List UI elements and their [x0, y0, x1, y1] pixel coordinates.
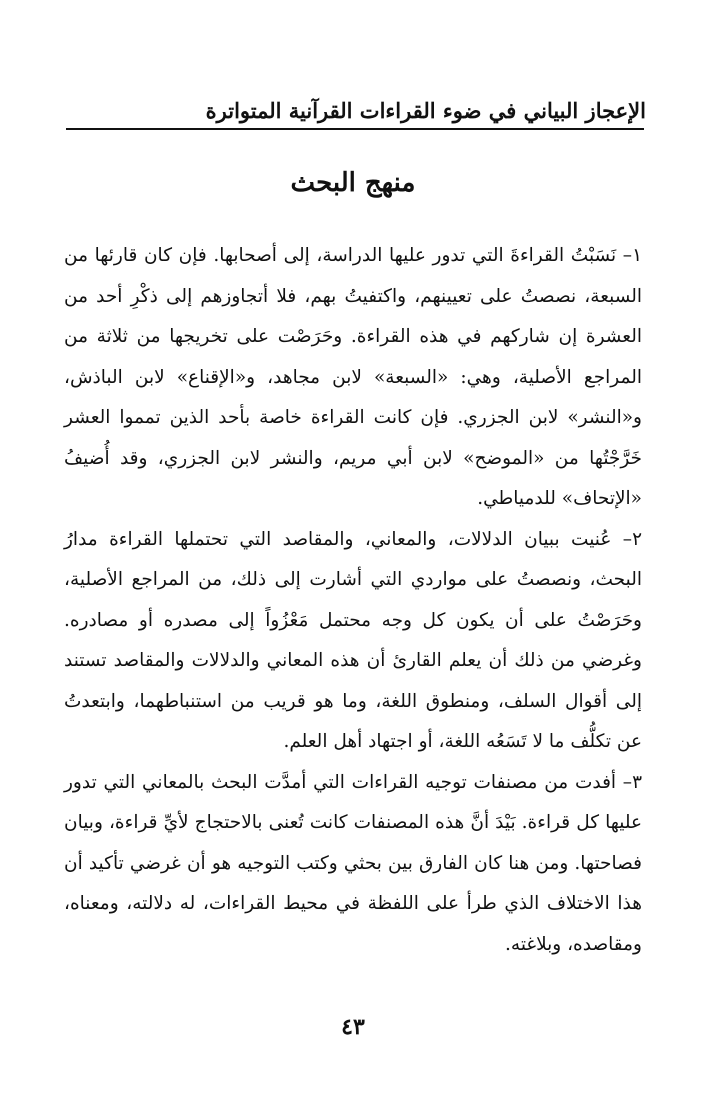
paragraph-2: ٢– عُنيت ببيان الدلالات، والمعاني، والمقاصد التي تحتملها القراءة مدارُ البحث، ونصصتُ على مواردي التي أشارت إلى ذلك، من المراجع الأصلية، وحَرَصْتُ على أن يكون كل وجه محتمل مَعْزُواً إلى مصدره أو مصادره. وغرضي من ذلك أن يعلم القارئ أن هذه المعاني والدلالات والمقاصد تستند إلى أقوال السلف، ومنطوق اللغة، وما هو قريب من استنباطهما، وابتعدتُ عن تكلُّف ما لا تَسَعُه اللغة، أو اجتهاد أهل العلم.	[64, 528, 642, 752]
header-divider	[66, 128, 644, 130]
page-number: ٤٣	[341, 1014, 365, 1040]
body-text	[64, 236, 642, 965]
paragraph-1: ١– نَسَبْتُ القراءةَ التي تدور عليها الدراسة، إلى أصحابها. فإن كان قارئها من السبعة، نصصتُ على تعيينهم، واكتفيتُ بهم، فلا أتجاوزهم إلى ذكْرِ أحد من العشرة إن شاركهم في هذه القراءة. وحَرَصْت على تخريجها من ثلاثة من المراجع الأصلية، وهي: «السبعة» لابن مجاهد، و«الإقناع» لابن الباذش، و«النشر» لابن الجزري. فإن كانت القراءة خاصة بأحد الذين تمموا العشر خَرَّجْتُها من «الموضح» لابن أبي مريم، والنشر لابن الجزري، وقد أُضيفُ «الإتحاف» للدمياطي.	[64, 245, 642, 509]
paragraph-3: ٣– أفدت من مصنفات توجيه القراءات التي أمدَّت البحث بالمعاني التي تدور عليها كل قراءة. بَيْدَ أنَّ هذه المصنفات كانت تُعنى بالاحتجاج لأيِّ قراءة، وبيان فصاحتها. ومن هنا كان الفارق بين بحثي وكتب التوجيه هو أن غرضي تأكيد أن هذا الاختلاف الذي طرأ على اللفظة في محيط القراءات، له دلالته، ومعناه، ومقاصده، وبلاغته.	[64, 771, 642, 955]
running-header: الإعجاز البياني في ضوء القراءات القرآنية المتواترة	[205, 98, 646, 123]
chapter-title: منهج البحث	[290, 168, 416, 199]
